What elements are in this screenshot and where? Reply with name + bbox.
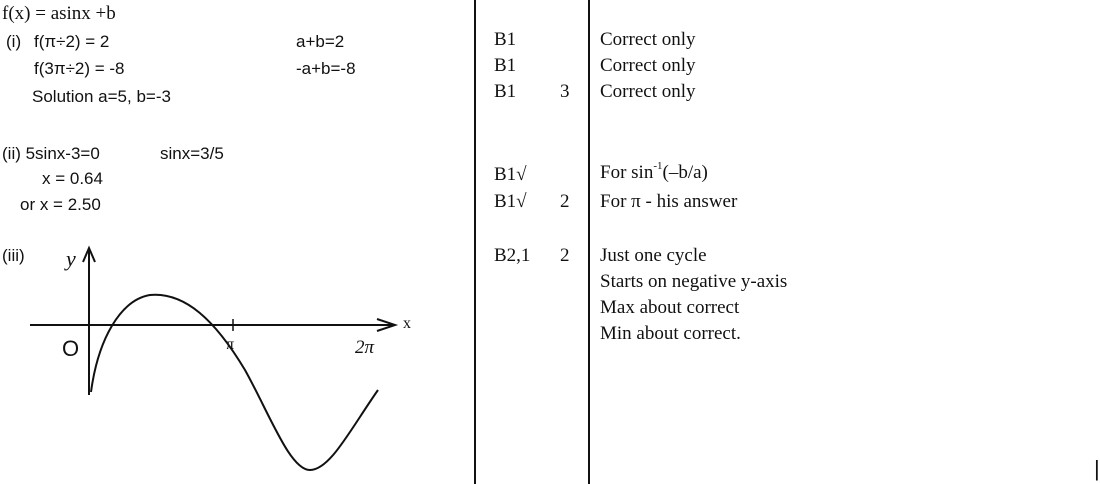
mark-total: 2	[560, 191, 570, 212]
part-i-label: (i)	[6, 32, 22, 51]
part-i-solution: Solution a=5, b=-3	[32, 87, 171, 106]
part-ii-root2: or x = 2.50	[20, 195, 101, 214]
part-i-line2: f(3π÷2) = -8	[34, 59, 125, 78]
mark-comment: Correct only	[600, 81, 696, 102]
mark-code: B1√	[494, 191, 527, 212]
part-ii-sin-value: sinx=3/5	[160, 144, 224, 163]
mark-comment: Starts on negative y-axis	[600, 271, 788, 292]
mark-total: 2	[560, 245, 570, 266]
x-axis-label: x	[403, 315, 411, 332]
part-i-line1-equation: a+b=2	[296, 32, 345, 51]
mark-comment: Just one cycle	[600, 245, 707, 266]
part-i-line2-equation: -a+b=-8	[296, 59, 356, 78]
mark-code: B1	[494, 29, 517, 50]
mark-code: B1	[494, 81, 517, 102]
comment-superscript: -1	[653, 160, 663, 172]
two-pi-label: 2π	[355, 337, 375, 358]
mark-comment: For π - his answer	[600, 191, 738, 212]
column-divider-right	[588, 0, 590, 484]
mark-code: B1√	[494, 164, 527, 185]
sine-curve	[91, 295, 378, 470]
mark-comment: Correct only	[600, 55, 696, 76]
mark-total: 3	[560, 81, 570, 102]
column-divider-left	[474, 0, 476, 484]
comment-suffix: (–b/a)	[662, 162, 708, 183]
function-definition: f(x) = asinx +b	[2, 3, 116, 24]
mark-comment: Min about correct.	[600, 323, 741, 344]
part-ii-root1: x = 0.64	[42, 169, 103, 188]
mark-comment	[600, 160, 708, 183]
mark-code: B1	[494, 55, 517, 76]
part-iii-label: (iii)	[2, 246, 25, 265]
mark-comment: Correct only	[600, 29, 696, 50]
cursor-mark: |	[1094, 456, 1100, 481]
mark-code: B2,1	[494, 245, 531, 266]
origin-label: O	[62, 336, 80, 361]
comment-prefix: For sin	[600, 162, 654, 183]
pi-label: π	[226, 336, 235, 353]
mark-comment: Max about correct	[600, 297, 740, 318]
part-ii-equation: (ii) 5sinx-3=0	[2, 144, 100, 163]
part-i-line1: f(π÷2) = 2	[34, 32, 110, 51]
y-axis-label: y	[66, 246, 76, 271]
